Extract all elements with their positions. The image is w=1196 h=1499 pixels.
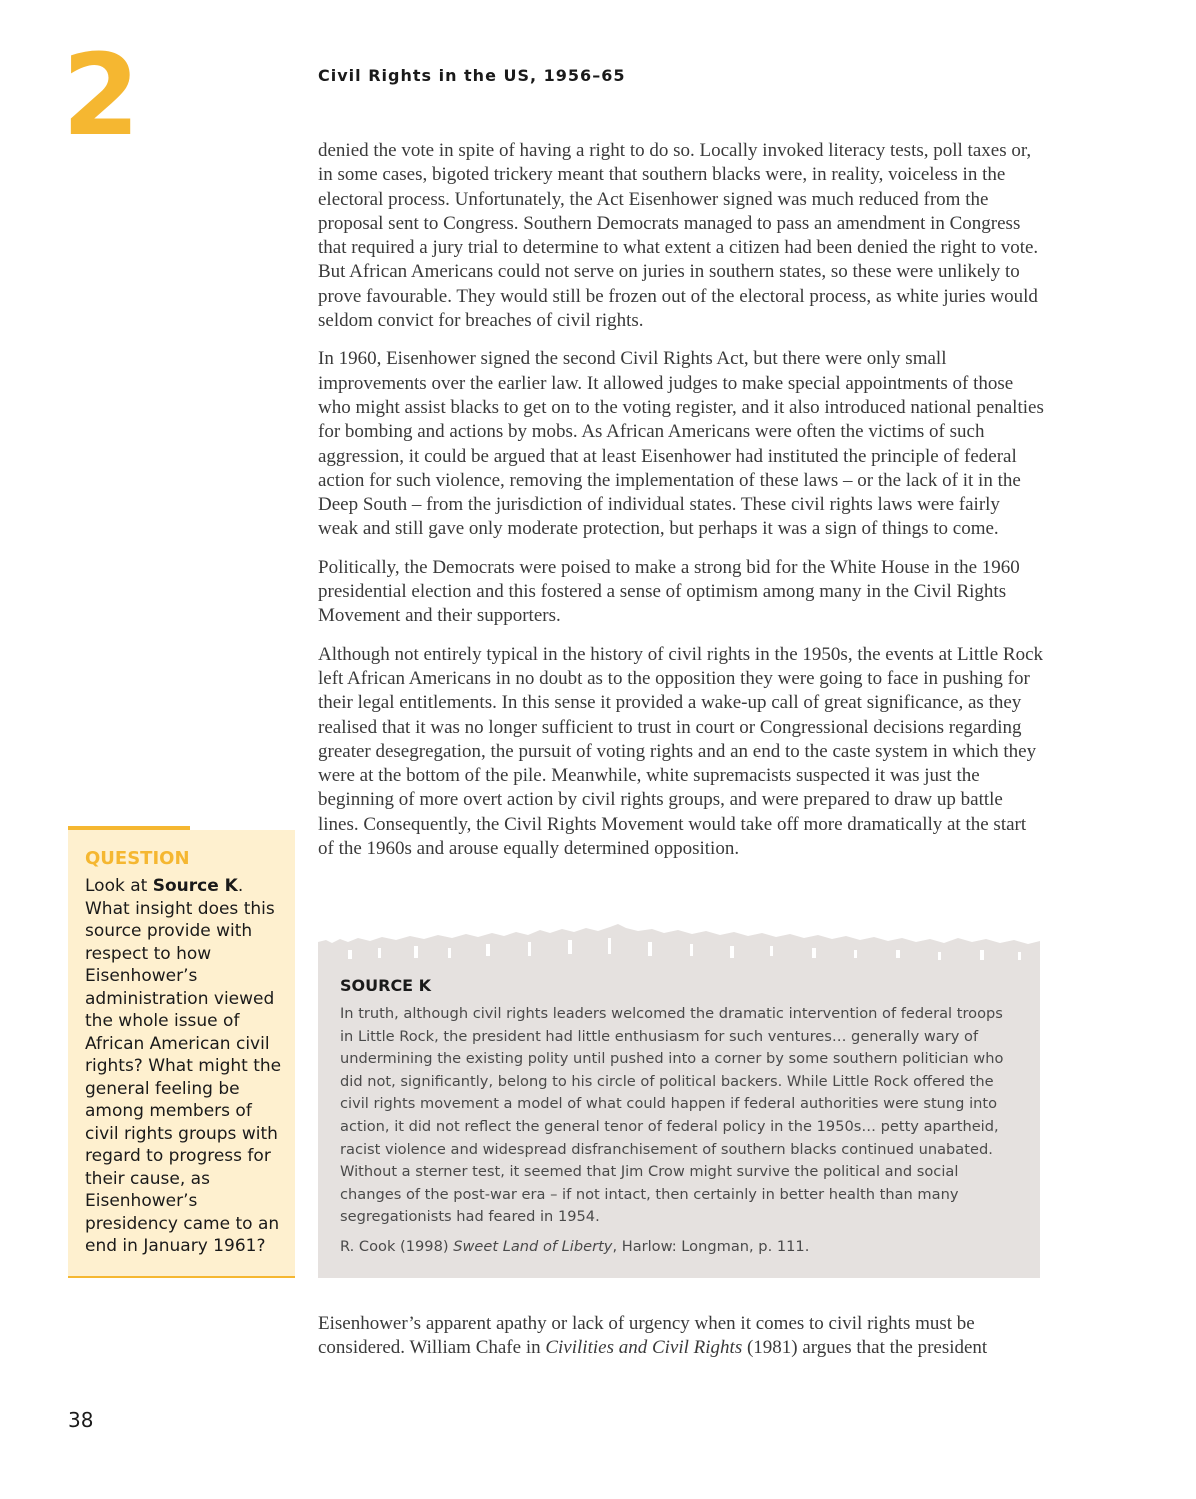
paragraph: denied the vote in spite of having a right to do so. Locally invoked literacy tests, poll taxes or, in some cases, bigoted trickery meant that southern blacks were, in reality, voiceless in the electoral process. Unfortunately, the Act Eisenhower signed was much reduced from the proposal sent to Congress. Southern Democrats managed to pass an amendment in Congress that required a jury trial to determine to what extent a citizen had been denied the right to vote. But African Americans could not serve on juries in southern states, so these were unlikely to prove favourable. They would still be frozen out of the electoral process, as white juries would seldom convict for breaches of civil rights. bbox=[318, 140, 1039, 332]
book-title: Civilities and Civil Rights bbox=[545, 1337, 743, 1359]
closing-text bbox=[318, 1312, 1044, 1375]
torn-edge-decoration bbox=[318, 924, 1040, 964]
question-title: QUESTION bbox=[85, 848, 190, 869]
source-reference: Source K bbox=[152, 876, 238, 896]
source-title: SOURCE K bbox=[340, 976, 432, 995]
paragraph: Although not entirely typical in the history of civil rights in the 1950s, the events at Little Rock left African Americans in no doubt as to the opposition they were going to face in pushing for their legal entitlements. In this sense it provided a wake-up call of great significance, as they realised that it was no longer sufficient to trust in court or Congressional decisions regarding greater desegregation, the pursuit of voting rights and an end to the caste system in which they were at the bottom of the pile. Meanwhile, white supremacists suspected it was just the beginning of more overt action by civil rights groups, and were prepared to draw up battle lines. Consequently, the Civil Rights Movement would take off more dramatically at the start of the 1960s and arouse equally determined opposition. bbox=[318, 643, 1044, 860]
main-text bbox=[318, 139, 1044, 875]
paragraph: In 1960, Eisenhower signed the second Civil Rights Act, but there were only small improvements over the earlier law. It allowed judges to make special appointments of those who might assist blacks to get on to the voting register, and it also introduced national penalties for bombing and actions by mobs. As African Americans were often the victims of such aggression, it could be argued that at least Eisenhower had instituted the principle of federal action for such violence, removing the implementation of these laws – or the lack of it in the Deep South – from the jurisdiction of individual states. These civil rights laws were fairly weak and still gave only moderate protection, but perhaps it was a sign of things to come. bbox=[318, 348, 1044, 540]
source-box bbox=[318, 960, 1040, 1278]
running-head: Civil Rights in the US, 1956–65 bbox=[318, 66, 626, 85]
book-title: Sweet Land of Liberty bbox=[453, 1237, 613, 1255]
question-box bbox=[68, 830, 295, 1276]
chapter-number: 2 bbox=[62, 31, 140, 161]
question-text: Look at Source K. What insight does this source provide with respect to how Eisenhower’s administration viewed the whole issue of African American civil rights? What might the general feeling be among members of civil rights groups with regard to progress for their cause, as Eisenhower’s presidency came to an end in January 1961? bbox=[85, 876, 282, 1256]
question-bottom-rule bbox=[68, 1276, 295, 1278]
page-number: 38 bbox=[68, 1408, 94, 1432]
paragraph: Eisenhower’s apparent apathy or lack of urgency when it comes to civil rights must be considered. William Chafe in Civilities and Civil Rights (1981) argues that the president bbox=[318, 1313, 988, 1359]
source-citation: R. Cook (1998) Sweet Land of Liberty, Harlow: Longman, p. 111. bbox=[340, 1237, 810, 1255]
source-quote: In truth, although civil rights leaders welcomed the dramatic intervention of federal troops in Little Rock, the president had little enthusiasm for such ventures… generally wary of undermining the existing polity until pushed into a corner by some southern politician who did not, significantly, belong to his circle of political backers. While Little Rock offered the civil rights movement a model of what could happen if federal authorities were stung into action, it did not reflect the general tenor of federal policy in the 1950s… petty apartheid, racist violence and widespread disfranchisement of southern blacks continued unabated. Without a sterner test, it seemed that Jim Crow might survive the political and social changes of the post-war era – if not intact, then certainly in better health than many segregationists had feared in 1954. bbox=[340, 1005, 1004, 1226]
paragraph: Politically, the Democrats were poised to make a strong bid for the White House in the 1960 presidential election and this fostered a sense of optimism among many in the Civil Rights Movement and their supporters. bbox=[318, 556, 1020, 627]
